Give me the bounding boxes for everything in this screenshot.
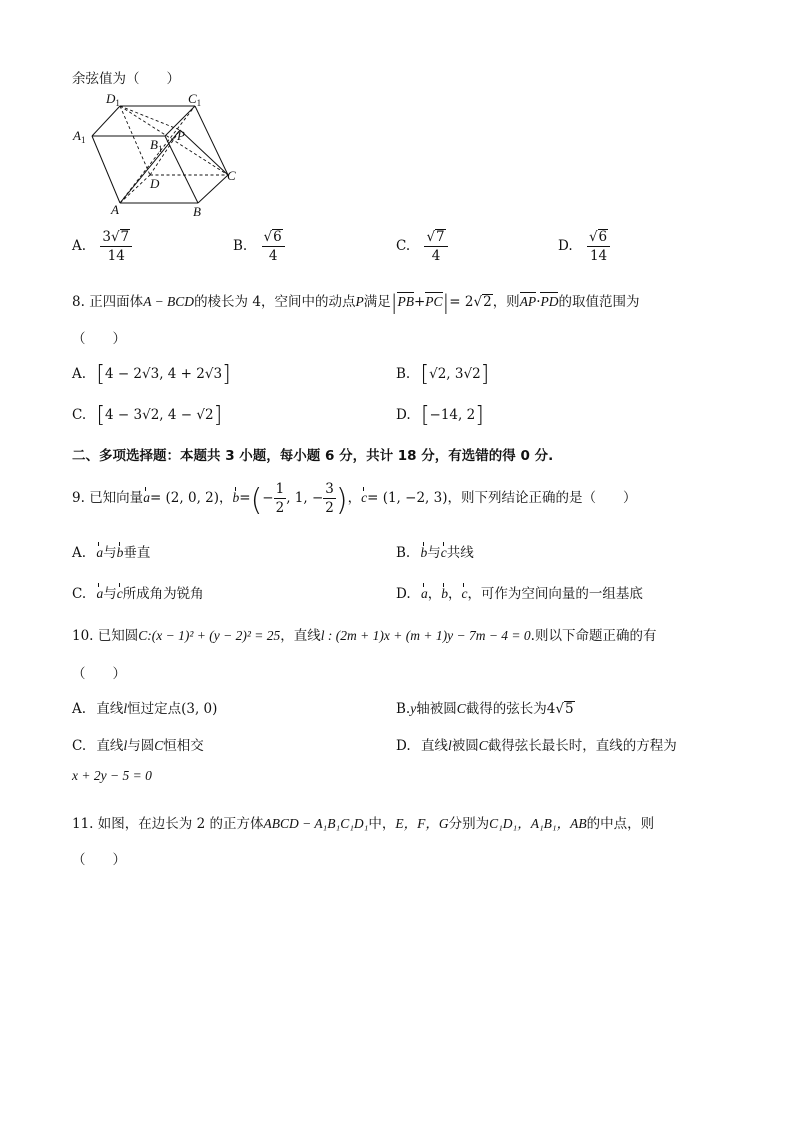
q7-option-b-fraction: $\frac{√6}{4}$ <box>262 228 285 265</box>
label-b: B <box>193 204 201 219</box>
label-d: D <box>150 176 160 191</box>
q8-option-d-value: −14, 2 <box>429 407 476 423</box>
q7-option-b[interactable]: B. $\frac{√6}{4}$ <box>233 228 285 265</box>
q9-option-c[interactable]: C. a与c所成角为锐角 <box>72 586 204 602</box>
q11-paren: （ ） <box>72 852 126 868</box>
q7-tail-text: 余弦值为（ ） <box>72 71 180 87</box>
label-c: C <box>227 168 236 183</box>
q7-parallelepiped-figure <box>70 90 250 220</box>
q7-option-c[interactable]: C. $\frac{√7}{4}$ <box>396 228 448 265</box>
label-p: P <box>177 128 185 143</box>
q8-option-c-value: 4 − 3√2, 4 − √2 <box>105 407 214 423</box>
q10-option-d-equation: x + 2y − 5 = 0 <box>72 768 152 783</box>
label-a: A <box>111 202 119 217</box>
q8-option-b[interactable]: B. [√2, 3√2] <box>396 362 490 387</box>
q10-option-b[interactable]: B.y轴被圆C截得的弦长为4√5 <box>396 701 574 717</box>
edge-d1a1 <box>92 106 120 136</box>
edge-a1a <box>92 136 120 203</box>
q10-paren: （ ） <box>72 666 126 682</box>
edge-b1b <box>165 136 198 203</box>
label-b1: $B_1$ <box>150 137 163 154</box>
q8-option-b-value: √2, 3√2 <box>429 366 481 382</box>
dashed-ad <box>120 175 150 203</box>
q7-option-d-fraction: $\frac{√6}{14}$ <box>587 228 610 265</box>
q7-option-a[interactable]: A. $\frac{3√7}{14}$ <box>72 228 132 265</box>
q9-option-a[interactable]: A. a与b垂直 <box>72 545 151 561</box>
edge-bc <box>198 175 228 203</box>
label-a1: $A_1$ <box>73 128 86 145</box>
label-d1: $D_1$ <box>106 91 120 108</box>
q10-option-a[interactable]: A. 直线l恒过定点(3, 0) <box>72 701 218 717</box>
q10-option-c[interactable]: C. 直线l与圆C恒相交 <box>72 738 204 754</box>
q8-option-a[interactable]: A. [4 − 2√3, 4 + 2√3] <box>72 362 231 387</box>
q8-option-c[interactable]: C. [4 − 3√2, 4 − √2] <box>72 403 223 428</box>
q8-option-d[interactable]: D. [−14, 2] <box>396 403 484 428</box>
section-2-heading: 二、多项选择题：本题共 3 小题，每小题 6 分，共计 18 分，有选错的得 0 分. <box>72 448 554 464</box>
q10-stem: 10. 已知圆C:(x − 1)² + (y − 2)² = 25，直线l : (2m + 1)x + (m + 1)y − 7m − 4 = 0.则以下命题正确的有 <box>72 628 657 644</box>
q9-option-b[interactable]: B. b与c共线 <box>396 545 474 561</box>
q9-b-frac1: $\frac{1}{2}$ <box>275 481 285 516</box>
q8-paren: （ ） <box>72 331 126 347</box>
edge-c1c <box>195 106 228 175</box>
q10-option-d[interactable]: D. 直线l被圆C截得弦长最长时，直线的方程为 <box>396 738 677 754</box>
q8-stem: 8. 正四面体A − BCD的棱长为 4，空间中的动点P满足|PB+PC|= 2√2，则AP·PD的取值范围为 <box>72 290 640 314</box>
q7-option-a-fraction: $\frac{3√7}{14}$ <box>100 228 132 265</box>
edge-pc <box>180 130 228 175</box>
q7-option-d[interactable]: D. $\frac{√6}{14}$ <box>558 228 610 265</box>
q9-option-d[interactable]: D. a，b，c，可作为空间向量的一组基底 <box>396 586 643 602</box>
q8-option-a-value: 4 − 2√3, 4 + 2√3 <box>104 366 223 382</box>
q9-b-frac2: $\frac{3}{2}$ <box>325 481 334 516</box>
q9-stem: 9. 已知向量a= (2, 0, 2)，b=(− $\frac{1}{2}$ , 1, − $\frac{3}{2}$ )，c= (1, −2, 3)，则下列结论正确的是（ ） <box>72 481 637 518</box>
q11-stem: 11. 如图，在边长为 2 的正方体ABCD − A₁B₁C₁D₁中，E，F，G分别为C₁D₁，A₁B₁，AB的中点，则 <box>72 816 655 832</box>
label-c1: $C_1$ <box>188 91 202 108</box>
q7-option-c-fraction: $\frac{√7}{4}$ <box>424 228 447 265</box>
